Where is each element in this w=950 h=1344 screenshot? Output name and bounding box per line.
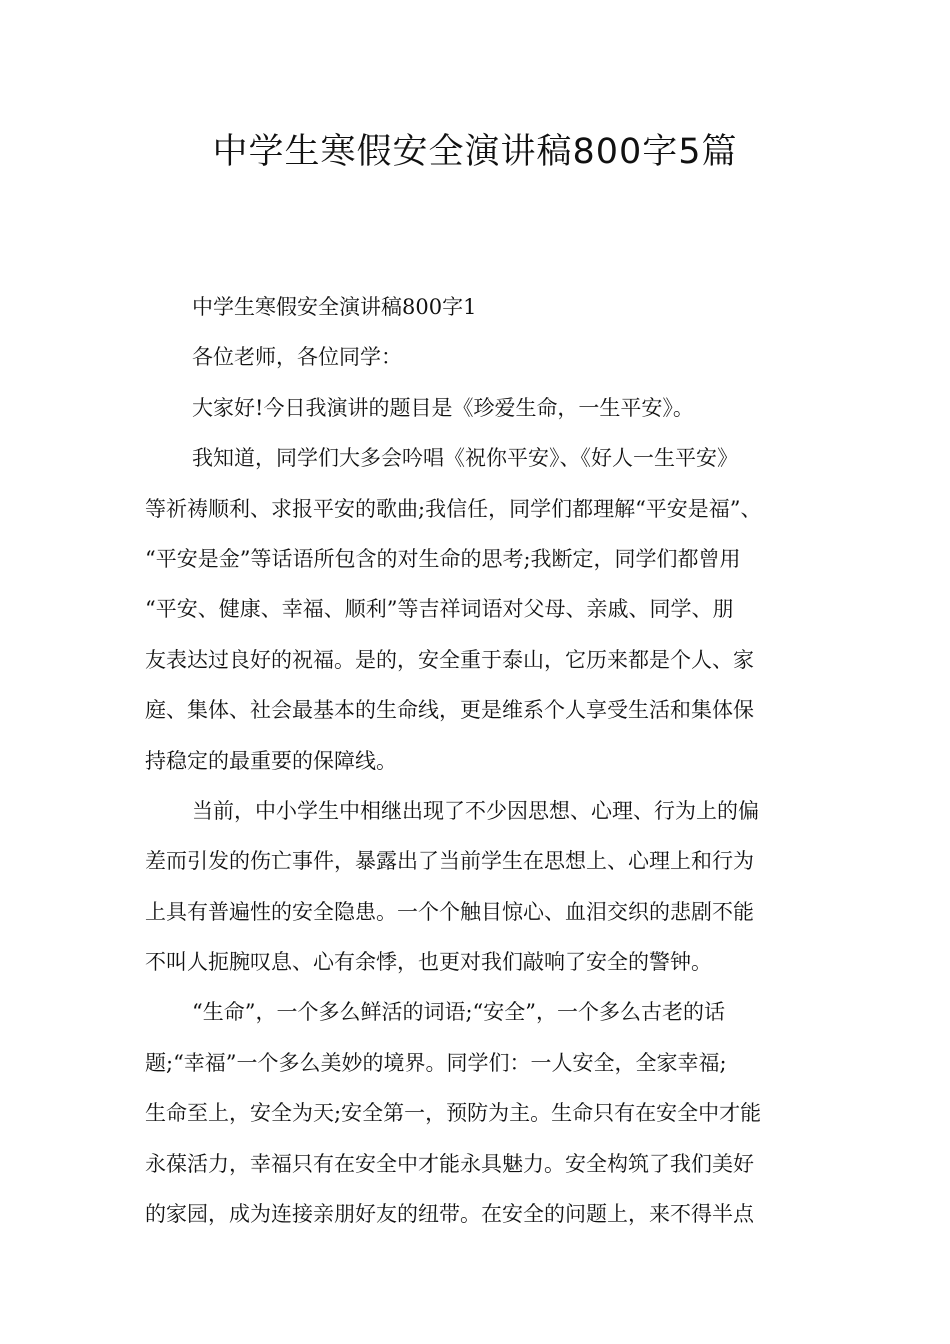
document-body: [145, 282, 825, 1239]
text-line: 上具有普遍性的安全隐患。一个个触目惊心、血泪交织的悲剧不能: [145, 899, 754, 924]
text-line: 各位老师，各位同学：: [192, 345, 402, 370]
text-line: 永葆活力，幸福只有在安全中才能永具魅力。安全构筑了我们美好: [145, 1151, 754, 1176]
text-line: 中学生寒假安全演讲稿800字1: [192, 295, 477, 319]
text-line: 等祈祷顺利、求报平安的歌曲;我信任，同学们都理解“平安是福”、: [145, 496, 762, 521]
text-line: 不叫人扼腕叹息、心有余悸，也更对我们敲响了安全的警钟。: [145, 950, 712, 975]
text-line: 我知道，同学们大多会吟唱《祝你平安》、《好人一生平安》: [192, 446, 738, 471]
text-line: 生命至上，安全为天;安全第一，预防为主。生命只有在安全中才能: [145, 1101, 762, 1126]
text-line: “平安是金”等话语所包含的对生命的思考;我断定，同学们都曾用: [145, 546, 741, 571]
text-line: 友表达过良好的祝福。是的，安全重于泰山，它历来都是个人、家: [145, 647, 754, 672]
text-line: 大家好!今日我演讲的题目是《珍爱生命，一生平安》。: [192, 395, 694, 420]
text-line: 庭、集体、社会最基本的生命线，更是维系个人享受生活和集体保: [145, 698, 754, 723]
text-line: “平安、健康、幸福、顺利”等吉祥词语对父母、亲戚、同学、朋: [145, 597, 734, 622]
text-line: 差而引发的伤亡事件，暴露出了当前学生在思想上、心理上和行为: [145, 849, 754, 874]
text-line: 当前，中小学生中相继出现了不少因思想、心理、行为上的偏: [192, 798, 759, 823]
text-line: 持稳定的最重要的保障线。: [145, 748, 397, 773]
text-line: 题;“幸福”一个多么美妙的境界。同学们：一人安全，全家幸福;: [145, 1050, 727, 1075]
text-line: “生命”，一个多么鲜活的词语;“安全”，一个多么古老的话: [192, 1000, 726, 1025]
text-line: 的家园，成为连接亲朋好友的纽带。在安全的问题上，来不得半点: [145, 1202, 754, 1227]
document-title: 中学生寒假安全演讲稿800字5篇: [212, 132, 738, 172]
